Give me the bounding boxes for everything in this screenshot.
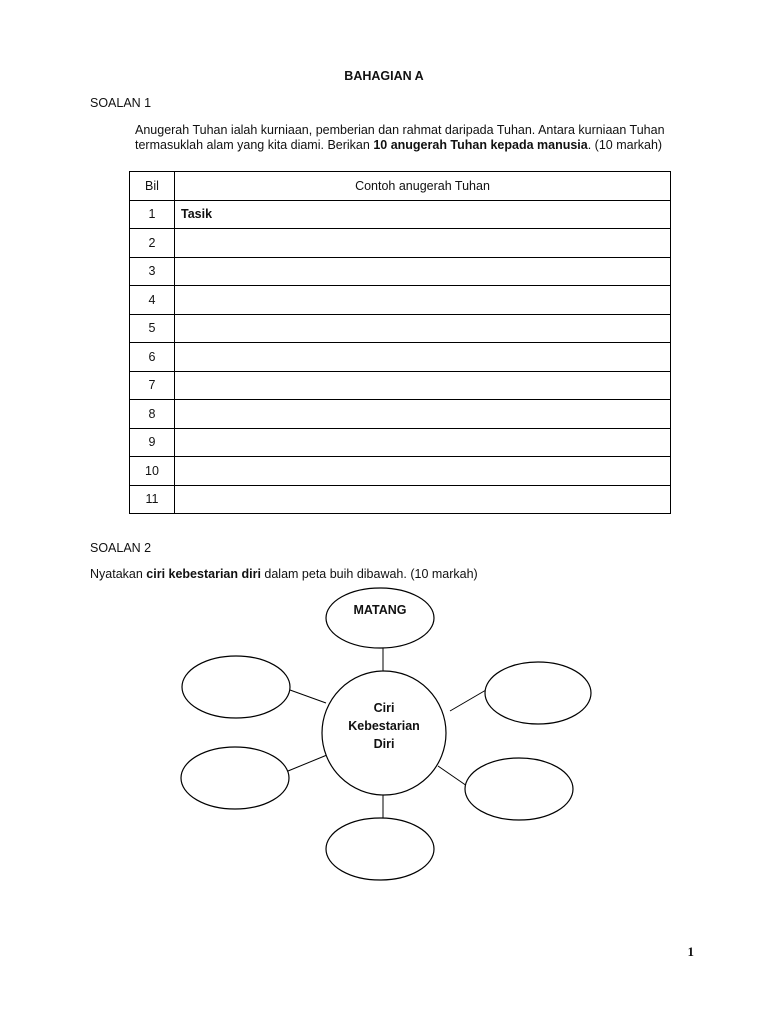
row-number: 5	[130, 314, 175, 343]
bubble-lower-left[interactable]	[181, 747, 289, 809]
center-label-line-2: Kebestarian	[348, 719, 420, 733]
connector-upper-right	[450, 690, 486, 711]
row-number: 10	[130, 457, 175, 486]
center-label-line-3: Diri	[373, 737, 395, 751]
question-2-emphasis: ciri kebestarian diri	[146, 567, 261, 581]
row-number: 3	[130, 257, 175, 286]
row-number: 7	[130, 371, 175, 400]
question-1-label: SOALAN 1	[90, 96, 152, 110]
bubble-top	[326, 588, 434, 648]
bubble-bottom[interactable]	[326, 818, 434, 880]
bubble-top-label: MATANG	[353, 603, 407, 617]
question-2-text: Nyatakan	[90, 567, 147, 581]
column-header-contoh: Contoh anugerah Tuhan	[175, 172, 671, 201]
bubble-lower-right[interactable]	[465, 758, 573, 820]
question-1-emphasis: 10 anugerah Tuhan kepada manusia	[373, 138, 588, 152]
question-2-label: SOALAN 2	[90, 541, 152, 555]
connector-lower-right	[438, 766, 467, 786]
question-2-marks: dalam peta buih dibawah. (10 markah)	[260, 567, 478, 581]
row-number: 6	[130, 343, 175, 372]
center-label-line-1: Ciri	[373, 701, 395, 715]
question-1-marks: . (10 markah)	[587, 138, 663, 152]
bubble-center	[322, 671, 446, 795]
bubble-upper-left[interactable]	[182, 656, 290, 718]
bubble-upper-right[interactable]	[485, 662, 591, 724]
row-number: 9	[130, 428, 175, 457]
row-number: 4	[130, 286, 175, 315]
question-1-text: Anugerah Tuhan ialah kurniaan, pemberian dan rahmat daripada Tuhan. Antara kurniaan Tuhan termasuklah alam yang kita diami. Berikan	[135, 123, 665, 152]
row-number: 1	[130, 200, 175, 229]
row-number: 8	[130, 400, 175, 429]
row-number: 2	[130, 229, 175, 258]
connector-upper-left	[290, 690, 326, 703]
page-title: BAHAGIAN A	[344, 69, 424, 83]
column-header-bil: Bil	[130, 172, 175, 201]
answer-cell[interactable]: Tasik	[175, 200, 671, 229]
connector-lower-left	[288, 755, 327, 771]
row-number: 11	[130, 485, 175, 514]
page-number: 1	[687, 944, 694, 959]
